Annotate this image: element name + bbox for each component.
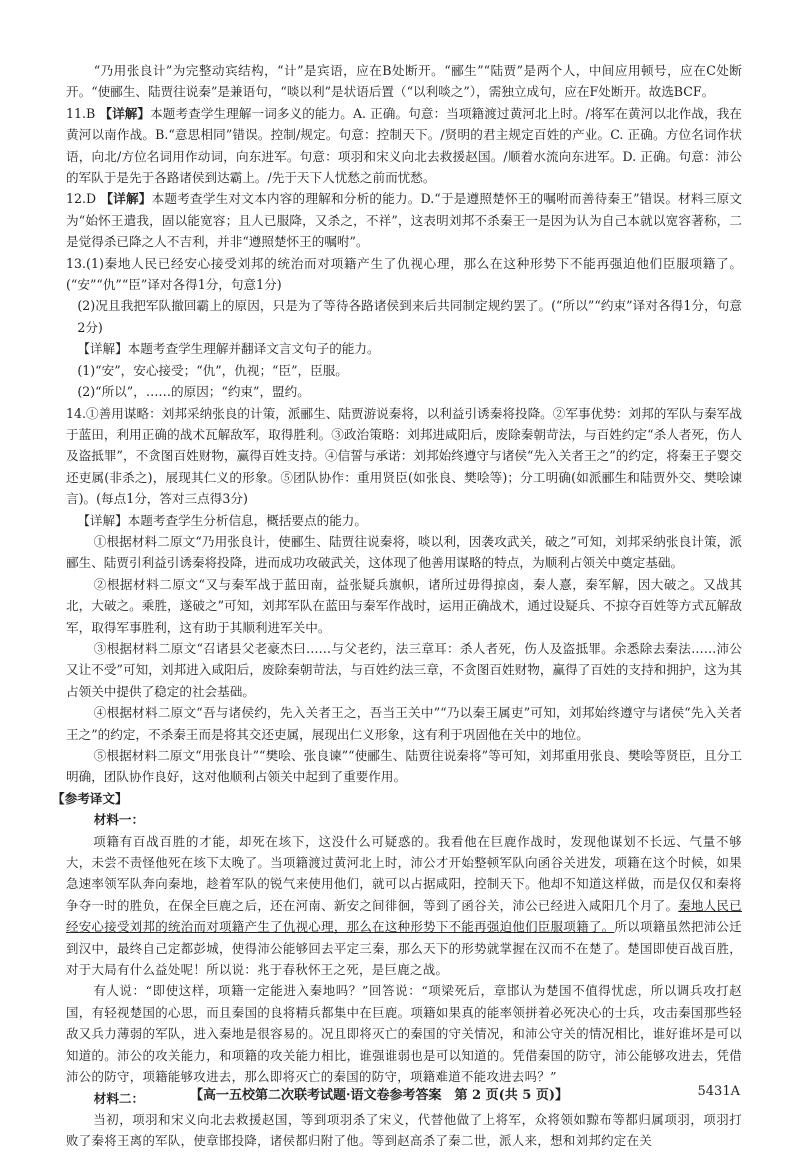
answer-content bbox=[52, 60, 743, 1152]
q13-part2: (2)况且我把军队撤回霸上的原因，只是为了等待各路诸侯到来后共同制定规约罢了。(“所以”“约束”译对各得1分，句意2分) bbox=[77, 298, 742, 335]
footer-code: 5431A bbox=[697, 1084, 740, 1099]
q14-point-1: ①根据材料二原文“乃用张良计，使郦生、陆贾往说秦将，啖以利，因袭攻武关，破之”可知，刘邦采纳张良计策，派郦生、陆贾引利益引诱秦将投降，进而成功攻破武关，这体现了他善用谋略的特点，为顺利占领关中奠定基础。 bbox=[66, 533, 742, 571]
translation-text-a: 项籍有百战百胜的才能，却死在垓下，这没什么可疑惑的。我看他在巨鹿作战时，发现他谋划不长远、气量不够大，未尝不责怪他死在垓下太晚了。当项籍渡过黄河北上时，沛公才开始整顿军队向函谷关进发，项籍在这个时候，如果急速率领军队奔向秦地，趁着军队的锐气来使用他们，就可以占据咸阳，控制天下。他却不知道这样做，而是仅仅和秦将争夺一时的胜负，在保全巨鹿之后，还在河南、新安之间徘徊，等到了函谷关，沛公已经进入咸阳几个月了。 bbox=[66, 833, 742, 913]
q10-continuation: “乃用张良计”为完整动宾结构，“计”是宾语，应在B处断开。“郦生”“陆贾”是两个人，中间应用顿号，应在C处断开。“使郦生、陆贾往说秦”是兼语句，“啖以利”是状语后置（“以利啖之”），需独立成句，应在F处断开。故选BCF。 bbox=[66, 63, 742, 100]
q12-number: 12.D bbox=[66, 191, 97, 207]
material-2-label: 材料二： bbox=[93, 1090, 145, 1106]
q11-text: 本题考查学生理解一词多义的能力。A. 正确。句意：当项籍渡过黄河北上时。/将军在黄河以北作战，我在黄河以南作战。B.“意思相同”错误。控制/规定。句意：控制天下。/贤明的君主规定百姓的产业。C. 正确。方位名词作状语，向北/方位名词用作动词，向东进军。句意：项羽和宋义向北去救援赵国。/顺着水流向东进军。D. 正确。句意：沛公的军队于是先于各路诸侯到达霸上。/先于天下人忧愁之前而忧愁。 bbox=[66, 105, 742, 186]
material-1-dialogue: 有人说：“即使这样，项籍一定能进入秦地吗？”回答说：“项梁死后，章邯认为楚国不值得忧虑，所以调兵攻打赵国，有轻视楚国的心思，而且秦国的良将精兵都集中在巨鹿。项籍如果真的能率领拼着必死决心的士兵，攻击秦国那些轻敌又兵力薄弱的军队，进入秦地是很容易的。况且即将灭亡的秦国的守关情况，和沛公守关的情况相比，谁好谁坏是可以知道的。沛公的攻关能力，和项籍的攻关能力相比，谁强谁弱也是可以知道的。凭借秦国的防守，沛公能够攻进去，凭借沛公的防守，项籍能够攻进去，那么即将灭亡的秦国的防守，项籍难道不能攻进去吗？” bbox=[66, 983, 742, 1085]
q13-detail-2: (2)“所以”，……的原因；“约束”，盟约。 bbox=[77, 384, 310, 400]
q11-answer bbox=[66, 103, 742, 189]
q13-detail-1: (1)“安”，安心接受；“仇”，仇视；“臣”，臣服。 bbox=[77, 362, 348, 378]
q14-point-5: ⑤根据材料二原文“用张良计”“樊哙、张良谏”“使郦生、陆贾往说秦将”等可知，刘邦重用张良、樊哙等贤臣，且分工明确，团队协作良好，这对他顺利占领关中起到了重要作用。 bbox=[66, 748, 742, 785]
q12-tag: 【详解】 bbox=[100, 191, 152, 207]
material-2-translation: 当初，项羽和宋义向北去救援赵国，等到项羽杀了宋义，代替他做了上将军，众将领如黥布等都归属项羽，项羽打败了秦将王离的军队，使章邯投降，诸侯都归附了他。等到赵高杀了秦二世，派人来，想和刘邦约定在关 bbox=[66, 1111, 742, 1149]
translation-text-b: 所以项籍虽然把沛公迁到汉中，最终自己定都彭城，使得沛公能够回去平定三秦，那么天下的形势就掌握在汉而不在楚了。楚国即使百战百胜，对于大局有什么益处呢！所以说：兆于春秋怀王之死，是巨鹿之战。 bbox=[66, 919, 742, 978]
q11-tag: 【详解】 bbox=[99, 105, 151, 121]
q14-answer: 14.①善用谋略：刘邦采纳张良的计策，派郦生、陆贾游说秦将，以利益引诱秦将投降。②军事优势：刘邦的军队与秦军战于蓝田，利用正确的战术瓦解敌军，取得胜利。③政治策略：刘邦进咸阳后，废除秦朝苛法，与百姓约定“杀人者死，伤人及盗抵罪”，不贪图百姓财物，赢得百姓支持。④信誓与承诺：刘邦始终遵守与诸侯“先入关者王之”的约定，将秦王子婴交还吏属(非杀之)，展现其仁义的形象。⑤团队协作：重用贤臣(如张良、樊哙等)；分工明确(如派郦生和陆贾外交、樊哙谏言)。(每点1分，答对三点得3分) bbox=[66, 405, 742, 507]
q12-text: 本题考查学生对文本内容的理解和分析的能力。D.“于是遵照楚怀王的嘱咐而善待秦王”错误。材料三原文为“始怀王遣我，固以能宽容；且人已服降，又杀之，不祥”，这表明刘邦不杀秦王一是因为认为自己本就以宽容著称，二是觉得杀已降之人不吉利，并非“遵照楚怀王的嘱咐”。 bbox=[66, 191, 743, 250]
q12-answer bbox=[66, 188, 742, 252]
translation-heading: 【参考译文】 bbox=[52, 790, 128, 806]
material-1-label: 材料一： bbox=[93, 812, 145, 828]
q11-number: 11.B bbox=[66, 105, 96, 121]
translation-underlined: 秦地人民已经安心接受刘邦的统治而对项籍产生了仇视心理，那么在这种形势下不能再强迫他们臣服项籍了。 bbox=[66, 897, 742, 935]
q14-detail: 【详解】本题考查学生分析信息，概括要点的能力。 bbox=[77, 512, 367, 528]
q14-point-4: ④根据材料二原文“吾与诸侯约，先入关者王之，吾当王关中”“乃以秦王属吏”可知，刘邦始终遵守与诸侯“先入关者王之”的约定，不杀秦王而是将其交还吏属，展现出仁义形象，这有利于巩固他在关中的地位。 bbox=[66, 705, 742, 742]
q14-point-2: ②根据材料二原文“又与秦军战于蓝田南，益张疑兵旗帜，诸所过毋得掠卤，秦人憙，秦军解，因大破之。又战其北，大破之。乘胜，遂破之”可知，刘邦军队在蓝田与秦军作战时，运用正确战术，通过设疑兵、不掠夺百姓等方式瓦解敌军，取得军事胜利，这有助于其顺利进军关中。 bbox=[66, 576, 742, 635]
q13-part1: 13.(1)秦地人民已经安心接受刘邦的统治而对项籍产生了仇视心理，那么在这种形势下不能再强迫他们臣服项籍了。(“安”“仇”“臣”译对各得1分，句意1分) bbox=[66, 255, 742, 293]
q14-point-3: ③根据材料二原文“召诸县父老豪杰曰……与父老约，法三章耳：杀人者死，伤人及盗抵罪。余悉除去秦法……沛公又让不受”可知，刘邦进入咸阳后，废除秦朝苛法，与百姓约法三章，不贪图百姓财物，赢得了百姓的支持和拥护，这为其占领关中提供了稳定的社会基础。 bbox=[66, 640, 742, 699]
material-1-translation bbox=[66, 831, 742, 981]
footer-title: 【高一五校第二次联考试题·语文卷参考答案 第 2 页(共 5 页)】 bbox=[190, 1088, 569, 1103]
q13-detail: 【详解】本题考查学生理解并翻译文言文句子的能力。 bbox=[77, 341, 380, 357]
